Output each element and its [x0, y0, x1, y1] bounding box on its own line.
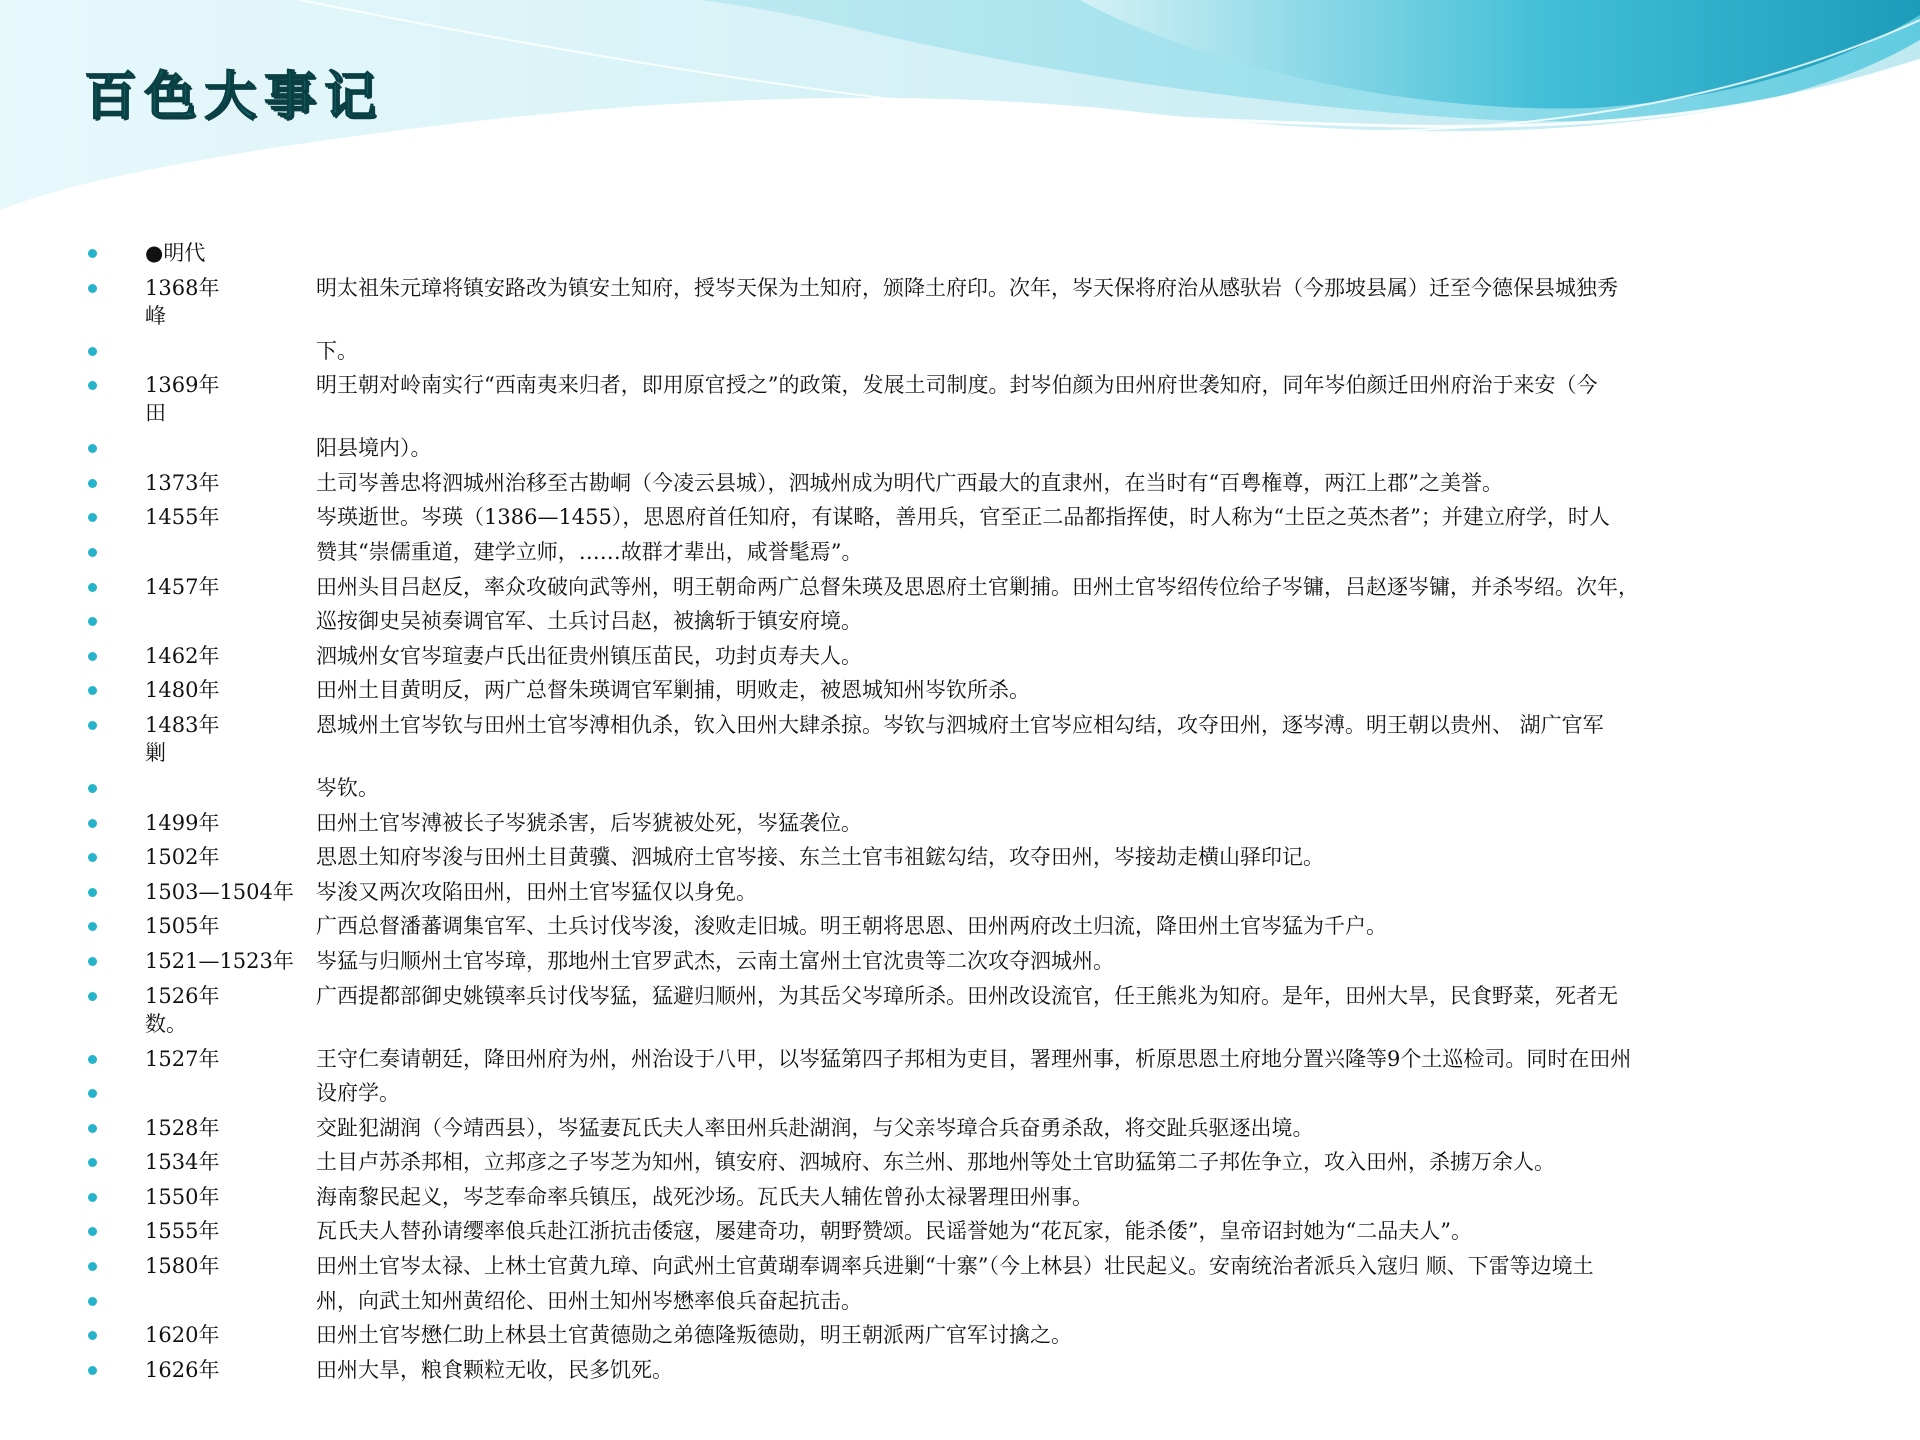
- list-item: [0, 1184, 1920, 1219]
- entry-description: 明王朝对岭南实行“西南夷来归者，即用原官授之”的政策，发展土司制度。封岑伯颜为田州府世袭知府，同年岑伯颜迁田州府治于来安（今: [316, 373, 1598, 398]
- entry-description: 恩城州土官岑钦与田州土官岑溥相仇杀，钦入田州大肆杀掠。岑钦与泗城府土官岑应相勾结，攻夺田州，逐岑溥。明王朝以贵州、 湖广官军: [316, 712, 1604, 737]
- list-item: [0, 775, 1920, 810]
- list-item: [0, 879, 1920, 914]
- bullet-icon: [88, 1297, 97, 1306]
- entry-description: 土目卢苏杀邦相，立邦彦之子岑芝为知州，镇安府、泗城府、东兰州、那地州等处土官助猛第二子邦佐争立，攻入田州，杀掳万余人。: [316, 1150, 1555, 1175]
- entry-year: 1369年: [145, 373, 220, 398]
- entry-description: 岑浚又两次攻陷田州，田州土官岑猛仅以身免。: [316, 879, 757, 904]
- bullet-icon: [88, 992, 97, 1001]
- bullet-icon: [88, 1331, 97, 1340]
- entry-year: 1455年: [145, 505, 220, 530]
- bullet-icon: [88, 819, 97, 828]
- list-item: [0, 677, 1920, 712]
- bullet-icon: [88, 1055, 97, 1064]
- entry-year: 1480年: [145, 678, 220, 703]
- bullet-icon: [88, 853, 97, 862]
- entry-year: 1368年: [145, 275, 220, 300]
- entry-year: 1526年: [145, 983, 220, 1008]
- list-item: [0, 435, 1920, 470]
- entry-description: 岑钦。: [316, 775, 379, 800]
- entry-description: 瓦氏夫人替孙请缨率俍兵赴江浙抗击倭寇，屡建奇功，朝野赞颂。民谣誉她为“花瓦家，能杀倭”，皇帝诏封她为“二品夫人”。: [316, 1219, 1472, 1244]
- list-item: [0, 574, 1920, 609]
- entry-description: 王守仁奏请朝廷，降田州府为州，州治设于八甲，以岑猛第四子邦相为吏目，署理州事，析原思恩土府地分置兴隆等9个土巡检司。同时在田州: [316, 1046, 1632, 1071]
- entry-year: 1550年: [145, 1184, 220, 1209]
- event-list: [0, 240, 1920, 1391]
- entry-year: 1555年: [145, 1219, 220, 1244]
- entry-year: 1483年: [145, 712, 220, 737]
- bullet-icon: [88, 548, 97, 557]
- entry-year: 1620年: [145, 1323, 220, 1348]
- entry-year: 1462年: [145, 643, 220, 668]
- bullet-icon: [88, 347, 97, 356]
- entry-description: 设府学。: [316, 1081, 400, 1106]
- entry-year: 1527年: [145, 1046, 220, 1071]
- list-item: [0, 1149, 1920, 1184]
- bullet-icon: [88, 444, 97, 453]
- list-item: [0, 1080, 1920, 1115]
- entry-description: 岑瑛逝世。岑瑛（1386—1455），思恩府首任知府，有谋略，善用兵，官至正二品都指挥使，时人称为“土臣之英杰者”；并建立府学，时人: [316, 505, 1610, 530]
- list-item: [0, 1288, 1920, 1323]
- entry-year: 1503—1504年: [145, 879, 294, 904]
- bullet-icon: [88, 1227, 97, 1236]
- bullet-icon: [88, 284, 97, 293]
- entry-year: 1528年: [145, 1115, 220, 1140]
- list-item: [0, 1253, 1920, 1288]
- entry-year: 1580年: [145, 1254, 220, 1279]
- list-item: [0, 539, 1920, 574]
- entry-description: 田州土官岑懋仁助上林县土官黄德勋之弟德隆叛德勋，明王朝派两广官军讨擒之。: [316, 1323, 1072, 1348]
- bullet-icon: [88, 888, 97, 897]
- list-item: [0, 1046, 1920, 1081]
- entry-year: 1502年: [145, 845, 220, 870]
- page-title: 百色大事记: [84, 67, 385, 127]
- bullet-icon: [88, 957, 97, 966]
- list-item: [0, 1115, 1920, 1150]
- entry-description: 明太祖朱元璋将镇安路改为镇安土知府，授岑天保为土知府，颁降土府印。次年，岑天保将府治从感驮岩（今那坡县属）迁至今德保县城独秀: [316, 275, 1618, 300]
- entry-year-overflow: 峰: [145, 303, 166, 328]
- entry-year: 1626年: [145, 1357, 220, 1382]
- entry-description: 广西总督潘蕃调集官军、土兵讨伐岑浚，浚败走旧城。明王朝将思恩、田州两府改土归流，降田州土官岑猛为千户。: [316, 914, 1387, 939]
- bullet-icon: [88, 721, 97, 730]
- entry-description: 下。: [316, 338, 358, 363]
- list-item: [0, 1322, 1920, 1357]
- bullet-icon: [88, 249, 97, 258]
- entry-description: 广西提都部御史姚镆率兵讨伐岑猛，猛避归顺州，为其岳父岑璋所杀。田州改设流官，任王熊兆为知府。是年，田州大旱，民食野菜，死者无: [316, 983, 1618, 1008]
- bullet-icon: [88, 1193, 97, 1202]
- bullet-icon: [88, 617, 97, 626]
- bullet-icon: [88, 1262, 97, 1271]
- list-item: [0, 470, 1920, 505]
- bullet-icon: [88, 1124, 97, 1133]
- bullet-icon: [88, 652, 97, 661]
- entry-description: 赞其“崇儒重道，建学立师，……故群才辈出，咸誉髦焉”。: [316, 539, 863, 564]
- entry-description: 田州土目黄明反，两广总督朱瑛调官军剿捕，明败走，被恩城知州岑钦所杀。: [316, 678, 1030, 703]
- list-item: [0, 608, 1920, 643]
- entry-description: 州，向武土知州黄绍伦、田州土知州岑懋率俍兵奋起抗击。: [316, 1288, 862, 1313]
- list-item: [0, 712, 1920, 775]
- list-item: [0, 1357, 1920, 1392]
- entry-description: 田州土官岑太禄、上林土官黄九璋、向武州土官黄瑚奉调率兵进剿“十寨”（今上林县）壮民起义。安南统治者派兵入寇归 顺、下雷等边境土: [316, 1254, 1594, 1279]
- entry-description: 思恩土知府岑浚与田州土目黄骥、泗城府土官岑接、东兰土官韦祖鋐勾结，攻夺田州，岑接劫走横山驿印记。: [316, 845, 1324, 870]
- entry-description: 土司岑善忠将泗城州治移至古勘峒（今凌云县城），泗城州成为明代广西最大的直隶州，在当时有“百粤権尊，两江上郡”之美誉。: [316, 470, 1503, 495]
- list-item: [0, 844, 1920, 879]
- list-item: [0, 338, 1920, 373]
- bullet-icon: [88, 686, 97, 695]
- entry-description: 田州大旱，粮食颗粒无收，民多饥死。: [316, 1357, 673, 1382]
- list-item: [0, 810, 1920, 845]
- list-item: [0, 240, 1920, 275]
- entry-year: 1521—1523年: [145, 948, 294, 973]
- list-item: [0, 948, 1920, 983]
- entry-description: 阳县境内）。: [316, 436, 432, 461]
- bullet-icon: [88, 513, 97, 522]
- bullet-icon: [88, 381, 97, 390]
- entry-description: 泗城州女官岑瑄妻卢氏出征贵州镇压苗民，功封贞寿夫人。: [316, 643, 862, 668]
- bullet-icon: [88, 922, 97, 931]
- entry-year-overflow: 剿: [145, 740, 166, 765]
- list-item: [0, 275, 1920, 338]
- entry-year: 1373年: [145, 470, 220, 495]
- list-item: [0, 983, 1920, 1046]
- entry-description: 田州头目吕赵反，率众攻破向武等州，明王朝命两广总督朱瑛及思恩府土官剿捕。田州土官岑绍传位给子岑镛，吕赵逐岑镛，并杀岑绍。次年，: [316, 574, 1639, 599]
- bullet-icon: [88, 784, 97, 793]
- bullet-icon: [88, 1158, 97, 1167]
- entry-year: 1534年: [145, 1150, 220, 1175]
- bullet-icon: [88, 1366, 97, 1375]
- entry-description: 岑猛与归顺州土官岑璋，那地州土官罗武杰，云南土富州土官沈贵等二次攻夺泗城州。: [316, 948, 1114, 973]
- entry-year: 1505年: [145, 914, 220, 939]
- bullet-icon: [88, 583, 97, 592]
- entry-year-overflow: 田: [145, 401, 166, 426]
- list-item: [0, 913, 1920, 948]
- entry-description: 交趾犯湖润（今靖西县），岑猛妻瓦氏夫人率田州兵赴湖润，与父亲岑璋合兵奋勇杀敌，将交趾兵驱逐出境。: [316, 1115, 1314, 1140]
- list-item: [0, 643, 1920, 678]
- entry-description: 巡按御史吴祯奏调官军、土兵讨吕赵，被擒斩于镇安府境。: [316, 609, 862, 634]
- entry-year: 1457年: [145, 574, 220, 599]
- entry-year-overflow: 数。: [145, 1011, 187, 1036]
- bullet-icon: [88, 1089, 97, 1098]
- list-item: [0, 1218, 1920, 1253]
- entry-description: 田州土官岑溥被长子岑猇杀害，后岑猇被处死，岑猛袭位。: [316, 810, 862, 835]
- list-item: [0, 504, 1920, 539]
- list-item: [0, 372, 1920, 435]
- entry-year: ●明代: [145, 241, 206, 265]
- bullet-icon: [88, 479, 97, 488]
- entry-year: 1499年: [145, 810, 220, 835]
- entry-description: 海南黎民起义，岑芝奉命率兵镇压，战死沙场。瓦氏夫人辅佐曾孙太禄署理田州事。: [316, 1184, 1093, 1209]
